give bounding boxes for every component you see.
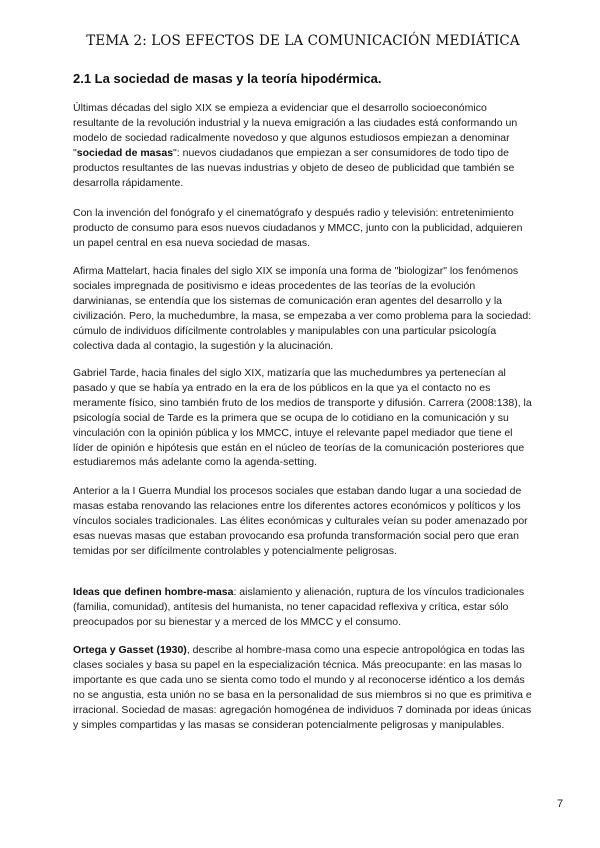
paragraph-invencion-fonografo bbox=[73, 206, 533, 251]
page-number: 7 bbox=[557, 798, 564, 810]
paragraph-primera-guerra-mundial bbox=[73, 484, 533, 559]
bold-term: Ortega y Gasset (1930) bbox=[73, 644, 187, 656]
bold-term: sociedad de masas bbox=[76, 146, 174, 159]
paragraph-text: Últimas décadas del siglo XIX se empieza a evidenciar que el desarrollo socioeconómico resultante de la revolución industrial y la nueva emigración a las ciudades está conformando un modelo de sociedad radicalmente novedoso y que algunos estudiosos empiezan a denominar " bbox=[73, 102, 518, 159]
paragraph-text: Gabriel Tarde, hacia finales del siglo XIX, matizaría que las muchedumbres ya pertenecían al pasado y que se había ya entrado en la era de los públicos en la que ya el contacto no es meramente físico, sino también fruto de los medios de transporte y difusión. Carrera (2008:138), la psicología social de Tarde es la primera que se ocupa de lo cotidiano en la comunicación y su vinculación con la opinión pública y los MMCC, intuye el relevante papel mediador que tiene el líder de opinión e hipótesis que están en el núcleo de teorías de la comunicación posteriores que estudiaremos más adelante como la agenda-setting. bbox=[73, 367, 532, 469]
paragraph-ortega-y-gasset bbox=[73, 643, 533, 732]
paragraph-text: ": nuevos ciudadanos que empiezan a ser consumidores de todo tipo de productos resultantes de las nuevas industrias y objeto de deseo de publicidad que también se desarrolla rápidamente. bbox=[73, 146, 515, 189]
paragraph-text: , describe al hombre-masa como una especie antropológica en todas las clases sociales y basa su papel en la especialización técnica. Más preocupante: en las masas lo importante es que cada uno se sienta como todo el mundo y al reconocerse idéntico a los demás no se angustia, esta unión no se basa en la personalidad de sus miembros si no que es primitiva e irracional. Sociedad de masas: agregación homogénea de individuos 7 dominada por ideas únicas y simples compartidas y las masas se consideran potencialmente peligrosas y manipulables. bbox=[73, 644, 532, 731]
paragraph-sociedad-de-masas bbox=[73, 101, 533, 190]
paragraph-mattelart bbox=[73, 264, 533, 353]
paragraph-gabriel-tarde bbox=[73, 366, 533, 470]
paragraph-text: Con la invención del fonógrafo y el cinematógrafo y después radio y televisión: entretenimiento producto de consumo para esos nuevos ciudadanos y MMCC, junto con la publicidad, adquieren un papel central en esa nueva sociedad de masas. bbox=[73, 207, 523, 249]
section-heading: 2.1 La sociedad de masas y la teoría hipodérmica. bbox=[73, 71, 382, 86]
bold-term: Ideas que definen hombre-masa bbox=[73, 586, 234, 598]
document-title: TEMA 2: LOS EFECTOS DE LA COMUNICACIÓN MEDIÁTICA bbox=[86, 33, 520, 49]
paragraph-text: Anterior a la I Guerra Mundial los procesos sociales que estaban dando lugar a una sociedad de masas estaba renovando las relaciones entre los diferentes actores económicos y políticos y los vínculos sociales tradicionales. Las élites económicas y culturales veían su poder amenazado por esas nuevas masas que estaban provocando esa profunda transformación social pero que eran temidas por ser difícilmente controlables y potencialmente peligrosas. bbox=[73, 485, 528, 557]
paragraph-text: : aislamiento y alienación, ruptura de los vínculos tradicionales (familia, comunidad), antítesis del humanista, no tener capacidad reflexiva y crítica, estar sólo preocupados por su bienestar y a merced de los MMCC y el consumo. bbox=[73, 586, 525, 628]
paragraph-ideas-hombre-masa bbox=[73, 585, 533, 630]
paragraph-text: Afirma Mattelart, hacia finales del siglo XIX se imponía una forma de "biologizar" los fenómenos sociales impregnada de positivismo e ideas procedentes de las teorías de la evolución darwinianas, se entendía que los sistemas de comunicación eran agentes del desarrollo y la civilización. Pero, la muchedumbre, la masa, se empezaba a ver como problema para la sociedad: cúmulo de individuos difícilmente controlables y manipulables con una particular psicología colectiva dada al contagio, la sugestión y la alucinación. bbox=[73, 265, 532, 352]
